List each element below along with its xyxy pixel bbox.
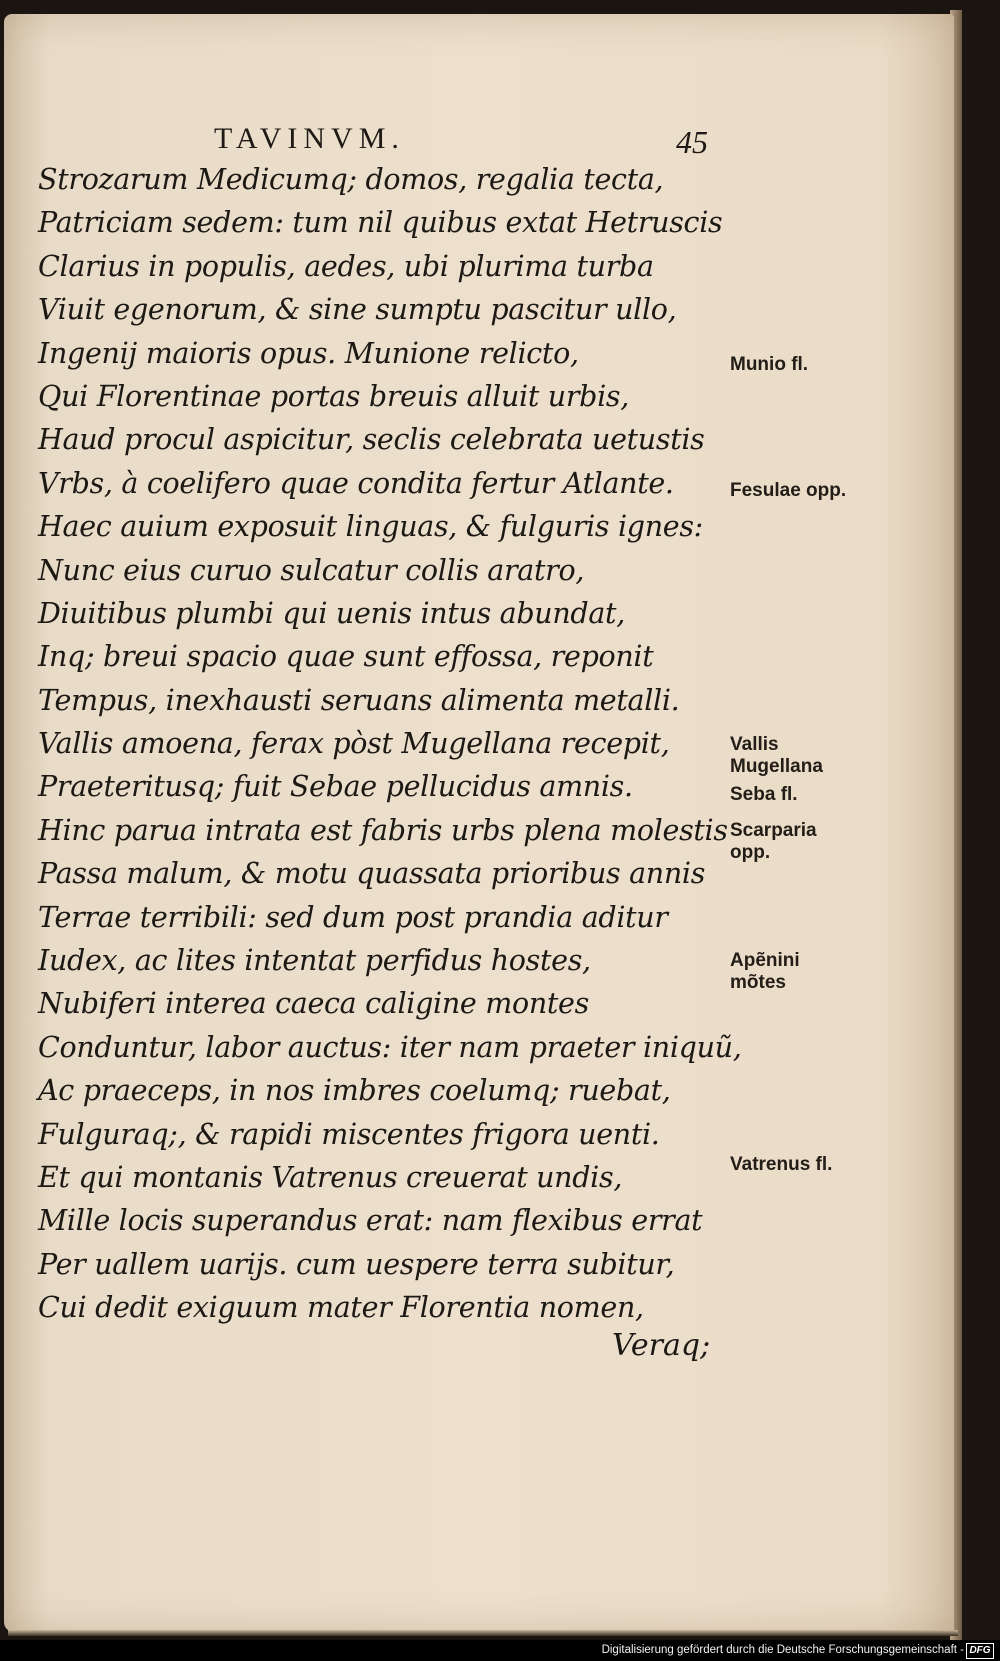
verse-line: Ac praeceps, in nos imbres coelumq; ruebat, bbox=[38, 1074, 671, 1108]
verse-line: Haud procul aspicitur, seclis celebrata uetustis bbox=[38, 423, 705, 457]
verse-line: Clarius in populis, aedes, ubi plurima turba bbox=[38, 249, 654, 283]
verse-block bbox=[38, 158, 742, 1330]
verse-line: Nubiferi interea caeca caligine montes bbox=[38, 987, 589, 1021]
verse-line: Vallis amoena, ferax pòst Mugellana recepit, bbox=[38, 727, 670, 761]
verse-line: Patriciam sedem: tum nil quibus extat Hetruscis bbox=[38, 206, 723, 240]
page-bottom-edge bbox=[8, 1630, 958, 1636]
verse-line: Diuitibus plumbi qui uenis intus abundat, bbox=[38, 596, 625, 630]
verse-line: Et qui montanis Vatrenus creuerat undis, bbox=[38, 1160, 623, 1194]
margin-note-vallis: Vallis Mugellana bbox=[730, 734, 823, 777]
verse-line: Per uallem uarijs. cum uespere terra subitur, bbox=[38, 1247, 675, 1281]
footer-credit: Digitalisierung gefördert durch die Deutsche Forschungsgemeinschaft - bbox=[601, 1644, 964, 1656]
verse-line: Strozarum Medicumq; domos, regalia tecta, bbox=[38, 163, 664, 196]
verse-line: Hinc parua intrata est fabris urbs plena molestis bbox=[38, 813, 728, 847]
verse-line: Passa malum, & motu quassata prioribus annis bbox=[38, 857, 706, 891]
margin-note-apenini: Apẽnini mõtes bbox=[730, 950, 800, 993]
verse-line: Qui Florentinae portas breuis alluit urbis, bbox=[38, 379, 629, 413]
verse-line: Cui dedit exiguum mater Florentia nomen, bbox=[38, 1291, 644, 1325]
verse-line: Fulguraq;, & rapidi miscentes frigora uenti. bbox=[38, 1117, 660, 1151]
verse-line: Ingenij maioris opus. Munione relicto, bbox=[38, 336, 579, 370]
margin-note-seba: Seba fl. bbox=[730, 784, 798, 805]
dfg-logo-icon: DFG bbox=[966, 1643, 994, 1659]
catchword: Veraq; bbox=[612, 1328, 711, 1363]
verse-line: Iudex, ac lites intentat perfidus hostes, bbox=[38, 944, 591, 978]
verse-line: Conduntur, labor auctus: iter nam praeter iniquũ, bbox=[38, 1030, 742, 1064]
running-head: TAVINVM. bbox=[214, 122, 405, 155]
verse-line: Inq; breui spacio quae sunt effossa, reponit bbox=[38, 640, 654, 674]
page-number: 45 bbox=[676, 124, 708, 160]
margin-note-fesulae: Fesulae opp. bbox=[730, 480, 847, 501]
verse-line: Vrbs, à coelifero quae condita fertur Atlante. bbox=[38, 466, 674, 500]
verse-line: Terrae terribili: sed dum post prandia aditur bbox=[38, 900, 668, 934]
verse-line: Mille locis superandus erat: nam flexibus errat bbox=[38, 1204, 703, 1238]
verse-line: Viuit egenorum, & sine sumptu pascitur ullo, bbox=[38, 293, 677, 327]
verse-line: Haec auium exposuit linguas, & fulguris ignes: bbox=[38, 510, 703, 544]
margin-note-munio: Munio fl. bbox=[730, 354, 809, 375]
verse-line: Nunc eius curuo sulcatur collis aratro, bbox=[38, 553, 585, 587]
verse-line: Praeteritusq; fuit Sebae pellucidus amnis. bbox=[38, 770, 633, 804]
margin-note-scarparia: Scarparia opp. bbox=[730, 820, 817, 863]
margin-note-vatrenus: Vatrenus fl. bbox=[730, 1154, 833, 1175]
verse-line: Tempus, inexhausti seruans alimenta metalli. bbox=[38, 683, 680, 717]
